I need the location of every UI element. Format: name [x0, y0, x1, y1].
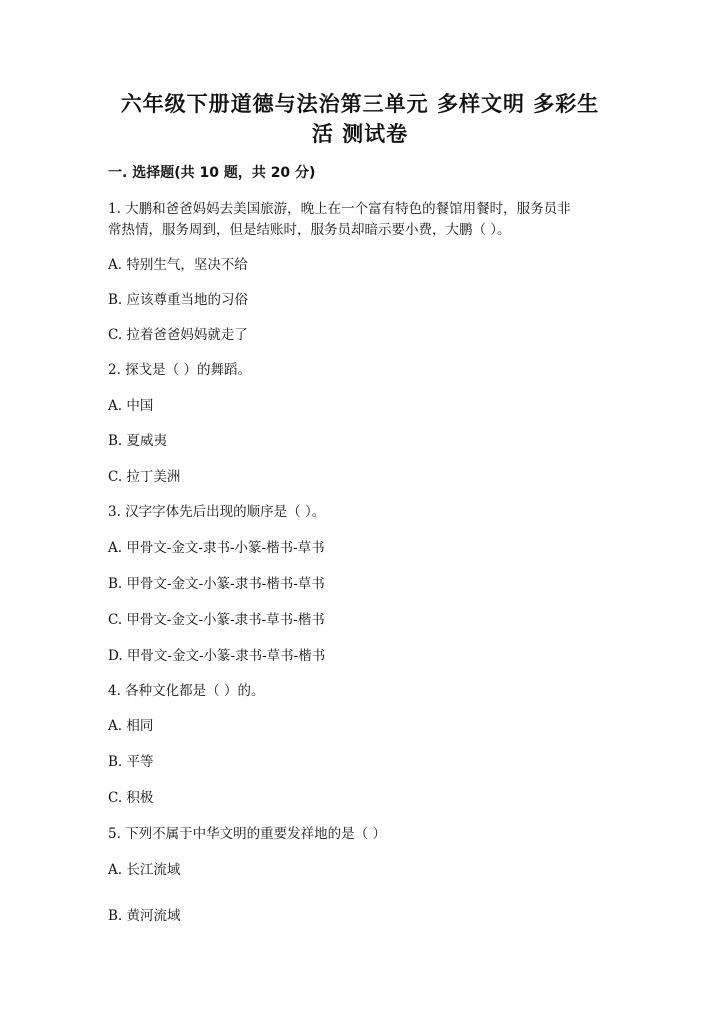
section-heading: 一. 选择题(共 10 题，共 20 分)	[108, 165, 316, 181]
question-1-stem-line-2: 常热情，服务周到，但是结账时，服务员却暗示要小费，大鹏（ ）。	[108, 222, 511, 238]
question-1-option-a: A. 特别生气，坚决不给	[108, 257, 248, 273]
question-4-option-b: B. 平等	[108, 754, 154, 770]
question-1-option-b: B. 应该尊重当地的习俗	[108, 292, 249, 308]
question-5-stem: 5. 下列不属于中华文明的重要发祥地的是（ ）	[108, 826, 386, 842]
question-1-option-c: C. 拉着爸爸妈妈就走了	[108, 327, 248, 343]
question-3-stem: 3. 汉字字体先后出现的顺序是（ ）。	[108, 504, 326, 520]
question-3-option-c: C. 甲骨文-金文-小篆-隶书-草书-楷书	[108, 612, 325, 628]
question-2-stem: 2. 探戈是（ ）的舞蹈。	[108, 362, 251, 378]
page-title-line-2: 活 测试卷	[311, 122, 409, 146]
question-1-stem-line-1: 1. 大鹏和爸爸妈妈去美国旅游，晚上在一个富有特色的餐馆用餐时，服务员非	[108, 201, 571, 217]
question-4-stem: 4. 各种文化都是（ ）的。	[108, 683, 265, 699]
question-5-option-a: A. 长江流域	[108, 862, 181, 878]
question-5-option-b: B. 黄河流域	[108, 908, 181, 924]
page-title-line-1: 六年级下册道德与法治第三单元 多样文明 多彩生	[120, 92, 600, 116]
question-4-option-c: C. 积极	[108, 790, 154, 806]
question-4-option-a: A. 相同	[108, 718, 154, 734]
question-3-option-b: B. 甲骨文-金文-小篆-隶书-楷书-草书	[108, 576, 325, 592]
question-3-option-a: A. 甲骨文-金文-隶书-小篆-楷书-草书	[108, 540, 325, 556]
question-3-option-d: D. 甲骨文-金文-小篆-隶书-草书-楷书	[108, 648, 326, 664]
question-2-option-c: C. 拉丁美洲	[108, 469, 181, 485]
question-2-option-a: A. 中国	[108, 398, 154, 414]
question-2-option-b: B. 夏威夷	[108, 433, 168, 449]
